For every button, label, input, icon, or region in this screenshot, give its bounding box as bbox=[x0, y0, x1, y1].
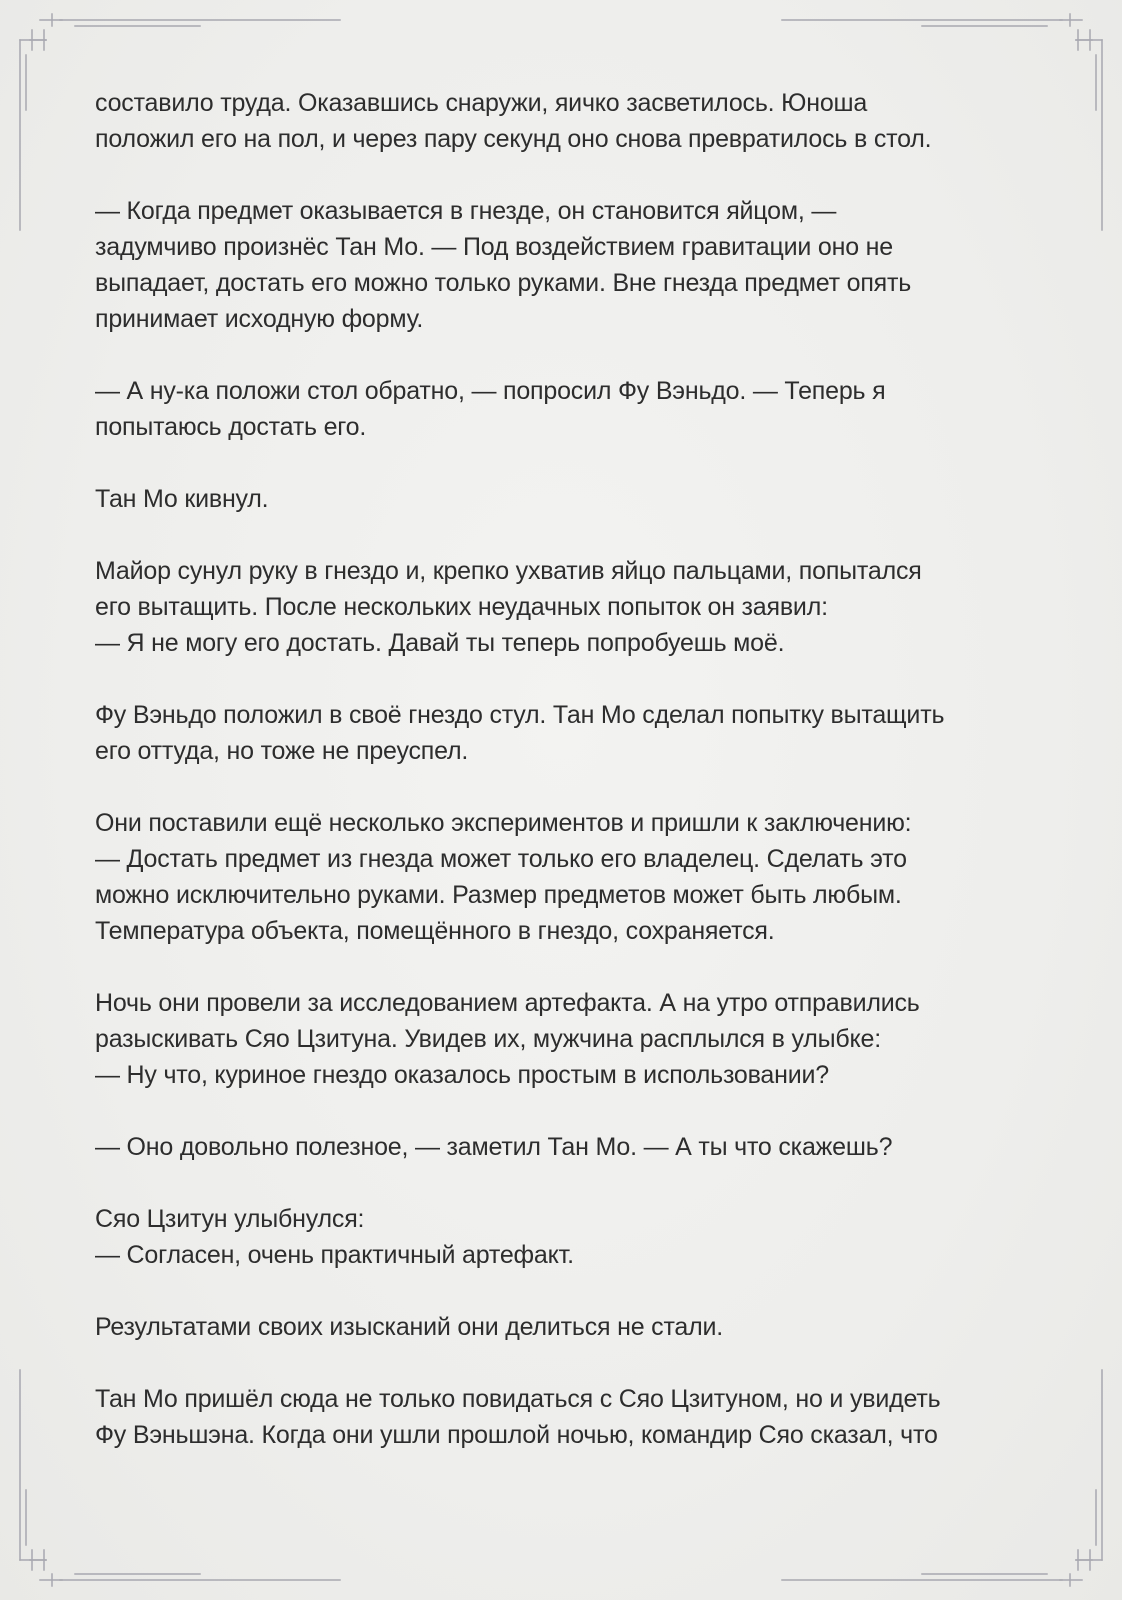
text-line: выпадает, достать его можно только руками. Вне гнезда предмет опять bbox=[95, 269, 912, 297]
text-line: Тан Мо кивнул. bbox=[95, 485, 269, 513]
text-line: принимает исходную форму. bbox=[95, 305, 424, 333]
text-line: — Когда предмет оказывается в гнезде, он становится яйцом, — bbox=[95, 197, 837, 225]
paragraph bbox=[95, 85, 1025, 157]
paragraph bbox=[95, 985, 1025, 1093]
text-line: — Оно довольно полезное, — заметил Тан Мо. — А ты что скажешь? bbox=[95, 1133, 893, 1161]
text-line: можно исключительно руками. Размер предметов может быть любым. bbox=[95, 881, 902, 909]
text-line: — Согласен, очень практичный артефакт. bbox=[95, 1241, 574, 1269]
text-line: Фу Вэньшэна. Когда они ушли прошлой ночью, командир Сяо сказал, что bbox=[95, 1421, 938, 1449]
paragraph bbox=[95, 481, 1025, 517]
text-line: — Достать предмет из гнезда может только его владелец. Сделать это bbox=[95, 845, 907, 873]
text-line: Они поставили ещё несколько экспериментов и пришли к заключению: bbox=[95, 809, 912, 837]
text-line: задумчиво произнёс Тан Мо. — Под воздействием гравитации оно не bbox=[95, 233, 893, 261]
text-line: Сяо Цзитун улыбнулся: bbox=[95, 1205, 365, 1233]
text-line: — А ну-ка положи стол обратно, — попросил Фу Вэньдо. — Теперь я bbox=[95, 377, 886, 405]
paragraph bbox=[95, 1309, 1025, 1345]
paragraph bbox=[95, 697, 1025, 769]
text-line: его оттуда, но тоже не преуспел. bbox=[95, 737, 469, 765]
text-line: Фу Вэньдо положил в своё гнездо стул. Тан Мо сделал попытку вытащить bbox=[95, 701, 945, 729]
text-line: Температура объекта, помещённого в гнездо, сохраняется. bbox=[95, 917, 775, 945]
text-line: Майор сунул руку в гнездо и, крепко ухватив яйцо пальцами, попытался bbox=[95, 557, 922, 585]
text-body bbox=[95, 85, 1025, 1489]
paragraph bbox=[95, 1381, 1025, 1453]
text-line: составило труда. Оказавшись снаружи, яичко засветилось. Юноша bbox=[95, 89, 868, 117]
paragraph bbox=[95, 805, 1025, 949]
paragraph bbox=[95, 553, 1025, 661]
text-line: его вытащить. После нескольких неудачных попыток он заявил: bbox=[95, 593, 828, 621]
text-line: попытаюсь достать его. bbox=[95, 413, 367, 441]
text-line: разыскивать Сяо Цзитуна. Увидев их, мужчина расплылся в улыбке: bbox=[95, 1025, 881, 1053]
text-line: Тан Мо пришёл сюда не только повидаться с Сяо Цзитуном, но и увидеть bbox=[95, 1385, 941, 1413]
text-line: положил его на пол, и через пару секунд оно снова превратилось в стол. bbox=[95, 125, 932, 153]
text-line: Результатами своих изысканий они делиться не стали. bbox=[95, 1313, 724, 1341]
paragraph bbox=[95, 193, 1025, 337]
paragraph bbox=[95, 373, 1025, 445]
paragraph bbox=[95, 1201, 1025, 1273]
text-line: — Ну что, куриное гнездо оказалось простым в использовании? bbox=[95, 1061, 829, 1089]
text-line: Ночь они провели за исследованием артефакта. А на утро отправились bbox=[95, 989, 920, 1017]
text-line: — Я не могу его достать. Давай ты теперь попробуешь моё. bbox=[95, 629, 785, 657]
paragraph bbox=[95, 1129, 1025, 1165]
